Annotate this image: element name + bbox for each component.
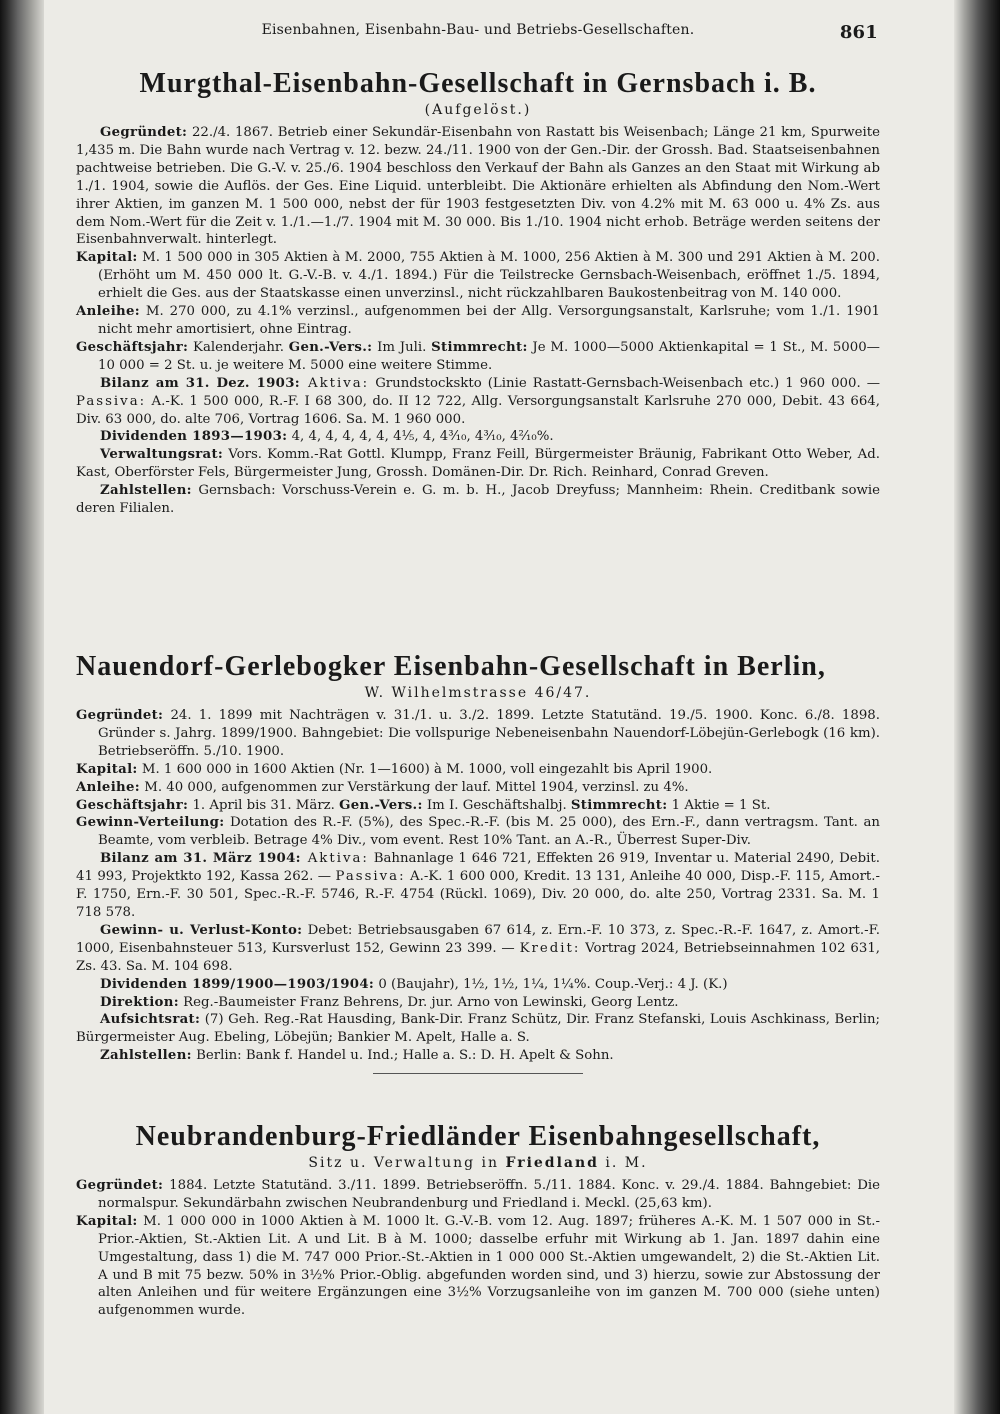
entry-text: Je M. 1000—5000 Aktienkapital = 1 St., M. 5000—10 000 = 2 St. u. je weitere M. 5000 eine weitere Stimme. bbox=[98, 339, 880, 373]
entry-text: M. 1 000 000 in 1000 Aktien à M. 1000 lt. G.-V.-B. vom 12. Aug. 1897; früheres A.-K. M. 1 507 000 in St.-Prior.-Aktien, St.-Aktien Lit. A und Lit. B à M. 1000; dasselbe erfuhr mit Wirkung ab 1. Jan. 1897 dahin eine Umgestaltung, dass 1) die M. 747 000 Prior.-St.-Aktien in 1 000 000 St.-Aktien umgewandelt, 2) die St.-Aktien Lit. A und B mit 75 bezw. 50% in 3½% Prior.-Oblig. abgefunden worden sind, und 3) hierzu, sowie zur Abstossung der alten Anleihen und für weitere Ergänzungen eine 3½% Vorzugsanleihe von im ganzen M. 700 000 (siehe unten) aufgenommen wurde. bbox=[98, 1213, 880, 1319]
page-number: 861 bbox=[839, 22, 878, 43]
section-separator bbox=[373, 1073, 583, 1074]
running-header bbox=[76, 22, 880, 46]
label: Gegründet: bbox=[76, 708, 164, 723]
entry-text: 4, 4, 4, 4, 4, 4, 4⅕, 4, 4³⁄₁₀, 4³⁄₁₀, 4²⁄₁₀%. bbox=[287, 429, 554, 445]
label: Gegründet: bbox=[76, 1178, 164, 1193]
section-nauendorf bbox=[76, 651, 880, 1121]
entry-kapital bbox=[76, 1213, 880, 1320]
label: Verwaltungsrat: bbox=[100, 447, 224, 463]
entry-text: 0 (Baujahr), 1½, 1½, 1¼, 1¼%. Coup.-Verj.: 4 J. (K.) bbox=[374, 976, 728, 992]
section-title: Nauendorf-Gerlebogker Eisenbahn-Gesellschaft in Berlin, bbox=[76, 651, 826, 682]
entry-text: 1884. Letzte Statutänd. 3./11. 1899. Betriebseröffn. 5./11. 1884. Konc. v. 29./4. 1884. Bahngebiet: Die normalspur. Sekundärbahn zwischen Neubrandenburg und Friedland i. Meckl. (25,63 km). bbox=[98, 1178, 880, 1211]
passiva-label: Passiva: bbox=[335, 869, 406, 885]
entry-kapital bbox=[76, 249, 880, 303]
label: Bilanz am 31. Dez. 1903: bbox=[100, 375, 300, 391]
document-page bbox=[76, 22, 880, 1320]
entry-text: 1. April bis 31. März. bbox=[188, 797, 340, 813]
label: Geschäftsjahr: bbox=[76, 339, 189, 355]
running-title: Eisenbahnen, Eisenbahn-Bau- und Betriebs-Gesellschaften. bbox=[261, 22, 695, 38]
entry-text: Dotation des R.-F. (5%), des Spec.-R.-F. (bis M. 25 000), des Ern.-F., dann vertragsm. Tant. an Beamte, vom verbleib. Betrage 4% Div., vom event. Rest 10% Tant. an A.-R., Überrest Super-Div. bbox=[98, 815, 880, 849]
aktiva-label: Aktiva: bbox=[299, 375, 370, 391]
label: Gen.-Vers.: bbox=[339, 797, 423, 813]
entry-text: A.-K. 1 600 000, Kredit. 13 131, Anleihe 40 000, Disp.-F. 115, Amort.-F. 1750, Ern.-F. 30 501, Spec.-R.-F. 5746, R.-F. 4754 (Rückl. 1069), Div. 20 000, do. alte 250, Vortrag 2331. Sa. M. 1 718 578. bbox=[76, 869, 880, 920]
label: Gegründet: bbox=[100, 125, 188, 140]
section-subtitle: W. Wilhelmstrasse 46/47. bbox=[364, 685, 592, 701]
entry-bilanz bbox=[76, 850, 880, 922]
debet-label: Debet: bbox=[302, 922, 353, 938]
entry-verwaltungsrat bbox=[76, 446, 880, 482]
entry-bilanz bbox=[76, 375, 880, 429]
scan-left-edge bbox=[0, 0, 44, 1414]
section-neubrandenburg bbox=[76, 1121, 880, 1320]
entry-text: M. 1 500 000 in 305 Aktien à M. 2000, 755 Aktien à M. 1000, 256 Aktien à M. 300 und 291 Aktien à M. 200. (Erhöht um M. 450 000 lt. G.-V.-B. v. 4./1. 1894.) Für die Teilstrecke Gernsbach-Weisenbach, eröffnet 1./5. 1894, erhielt die Ges. aus der Staatskasse einen unverzinsl., nicht rückzahlbaren Baukostenbeitrag von M. 140 000. bbox=[98, 250, 880, 302]
entry-gegruendet bbox=[76, 124, 880, 249]
label: Geschäftsjahr: bbox=[76, 797, 189, 813]
section-body bbox=[76, 707, 880, 1065]
entry-gewinn-verlust bbox=[76, 922, 880, 976]
entry-text: M. 270 000, zu 4.1% verzinsl., aufgenommen bei der Allg. Versorgungsanstalt, Karlsruhe; vom 1./1. 1901 nicht mehr amortisiert, ohne Eintrag. bbox=[98, 304, 880, 337]
label: Zahlstellen: bbox=[100, 483, 192, 499]
entry-text: Grundstockskto (Linie Rastatt-Gernsbach-Weisenbach etc.) 1 960 000. — bbox=[369, 375, 880, 391]
subtitle-city: Friedland bbox=[505, 1155, 599, 1171]
entry-text: A.-K. 1 500 000, R.-F. I 68 300, do. II 12 722, Allg. Versorgungsanstalt Karlsruhe 270 000, Debit. 43 664, Div. 63 000, do. alte 706, Vortrag 1606. Sa. M. 1 960 000. bbox=[76, 393, 880, 427]
entry-text: 1 Aktie = 1 St. bbox=[667, 797, 771, 813]
entry-text: Im I. Geschäftshalbj. bbox=[422, 797, 571, 813]
entry-geschaeftsjahr bbox=[76, 339, 880, 375]
entry-gewinn-verteilung bbox=[76, 814, 880, 850]
label: Anleihe: bbox=[76, 304, 140, 320]
entry-dividenden bbox=[76, 428, 880, 446]
entry-gegruendet bbox=[76, 1177, 880, 1213]
entry-kapital bbox=[76, 761, 880, 779]
section-subtitle bbox=[76, 1155, 880, 1171]
label: Kapital: bbox=[76, 250, 138, 266]
label: Gen.-Vers.: bbox=[288, 339, 373, 355]
entry-anleihe bbox=[76, 779, 880, 797]
entry-text: M. 1 600 000 in 1600 Aktien (Nr. 1—1600) à M. 1000, voll eingezahlt bis April 1900. bbox=[137, 761, 713, 777]
subtitle-suffix: i. M. bbox=[598, 1155, 648, 1171]
section-murgthal bbox=[76, 68, 880, 651]
entry-text: M. 40 000, aufgenommen zur Verstärkung der lauf. Mittel 1904, verzinsl. zu 4%. bbox=[139, 779, 689, 795]
entry-text: 24. 1. 1899 mit Nachträgen v. 31./1. u. 3./2. 1899. Letzte Statutänd. 19./5. 1900. Konc. 6./8. 1898. Gründer s. Jahrg. 1899/1900. Bahngebiet: Die vollspurige Nebeneisenbahn Nauendorf-Löbejün-Gerlebogk (16 km). Betriebseröffn. 5./10. 1900. bbox=[98, 708, 880, 759]
label: Bilanz am 31. März 1904: bbox=[100, 851, 301, 867]
label: Gewinn- u. Verlust-Konto: bbox=[100, 922, 303, 938]
entry-text: Vortrag 2024, Betriebseinnahmen 102 631, Zs. 43. Sa. M. 104 698. bbox=[76, 940, 881, 974]
entry-text: Berlin: Bank f. Handel u. Ind.; Halle a. S.: D. H. Apelt & Sohn. bbox=[191, 1048, 614, 1064]
entry-geschaeftsjahr bbox=[76, 797, 880, 815]
label: Anleihe: bbox=[76, 779, 140, 795]
section-title: Murgthal-Eisenbahn-Gesellschaft in Gernsbach i. B. bbox=[139, 68, 817, 99]
kredit-label: Kredit: bbox=[519, 940, 581, 956]
entry-anleihe bbox=[76, 303, 880, 339]
entry-text: (7) Geh. Reg.-Rat Hausding, Bank-Dir. Franz Schütz, Dir. Franz Stefanski, Louis Aschkinass, Berlin; Bürgermeister Aug. Ebeling, Löbejün; Bankier M. Apelt, Halle a. S. bbox=[76, 1012, 880, 1046]
label: Direktion: bbox=[100, 994, 179, 1010]
entry-text: Im Juli. bbox=[372, 339, 432, 355]
label: Stimmrecht: bbox=[431, 339, 528, 355]
label: Stimmrecht: bbox=[570, 797, 668, 813]
label: Kapital: bbox=[76, 761, 138, 777]
subtitle-prefix: Sitz u. Verwaltung in bbox=[308, 1155, 506, 1171]
section-body bbox=[76, 1177, 880, 1320]
label: Aufsichtsrat: bbox=[100, 1012, 201, 1028]
entry-aufsichtsrat bbox=[76, 1011, 880, 1047]
entry-dividenden bbox=[76, 976, 880, 994]
label: Kapital: bbox=[76, 1213, 138, 1229]
entry-text: Kalenderjahr. bbox=[188, 339, 289, 355]
scan-right-edge bbox=[954, 0, 1000, 1414]
entry-text: Gernsbach: Vorschuss-Verein e. G. m. b. H., Jacob Dreyfuss; Mannheim: Rhein. Creditbank sowie deren Filialen. bbox=[76, 483, 880, 517]
label: Dividenden 1893—1903: bbox=[100, 429, 288, 445]
entry-zahlstellen bbox=[76, 482, 880, 518]
entry-zahlstellen bbox=[76, 1047, 880, 1065]
passiva-label: Passiva: bbox=[76, 393, 147, 409]
entry-direktion bbox=[76, 994, 880, 1012]
entry-text: Betriebsausgaben 67 614, z. Ern.-F. 10 373, z. Spec.-R.-F. 1647, z. Amort.-F. 1000, Eisenbahnsteuer 513, Kursverlust 152, Gewinn 23 399. — bbox=[76, 922, 880, 956]
entry-text: Reg.-Baumeister Franz Behrens, Dr. jur. Arno von Lewinski, Georg Lentz. bbox=[178, 994, 679, 1010]
entry-text: Bahnanlage 1 646 721, Effekten 26 919, Inventar u. Material 2490, Debit. 41 993, Projektkto 192, Kassa 262. — bbox=[76, 851, 880, 885]
entry-text: Vors. Komm.-Rat Gottl. Klumpp, Franz Feill, Bürgermeister Bräunig, Fabrikant Otto Weber, Ad. Kast, Oberförster Fels, Bürgermeister Jung, Grossh. Domänen-Dir. Dr. Rich. Reinhard, Conrad Greven. bbox=[76, 447, 880, 481]
label: Dividenden 1899/1900—1903/1904: bbox=[100, 976, 375, 992]
entry-gegruendet bbox=[76, 707, 880, 761]
section-title: Neubrandenburg-Friedländer Eisenbahngesellschaft, bbox=[135, 1121, 821, 1152]
label: Gewinn-Verteilung: bbox=[76, 815, 225, 831]
section-body bbox=[76, 124, 880, 518]
entry-text: 22./4. 1867. Betrieb einer Sekundär-Eisenbahn von Rastatt bis Weisenbach; Länge 21 km, Spurweite 1,435 m. Die Bahn wurde nach Vertrag v. 12. bezw. 24./11. 1900 von der Gen.-Dir. der Grossh. Bad. Staatseisenbahnen pachtweise betrieben. Die G.-V. v. 25./6. 1904 beschloss den Verkauf der Bahn als Ganzes an den Staat mit Wirkung ab 1./1. 1904, sowie die Auflös. der Ges. Eine Liquid. unterbleibt. Die Aktionäre erhielten als Abfindung den Nom.-Wert ihrer Aktien, im ganzen M. 1 500 000, nebst der für 1903 festgesetzten Div. von 4.2% mit M. 63 000 u. 4% Zs. aus dem Nom.-Wert für die Zeit v. 1./1.—1./7. 1904 mit M. 30 000. Bis 1./10. 1904 nicht erhob. Beträge werden seitens der Eisenbahnverwalt. hinterlegt. bbox=[76, 125, 880, 248]
label: Zahlstellen: bbox=[100, 1048, 192, 1064]
aktiva-label: Aktiva: bbox=[300, 851, 369, 867]
section-subtitle: (Aufgelöst.) bbox=[424, 102, 532, 118]
